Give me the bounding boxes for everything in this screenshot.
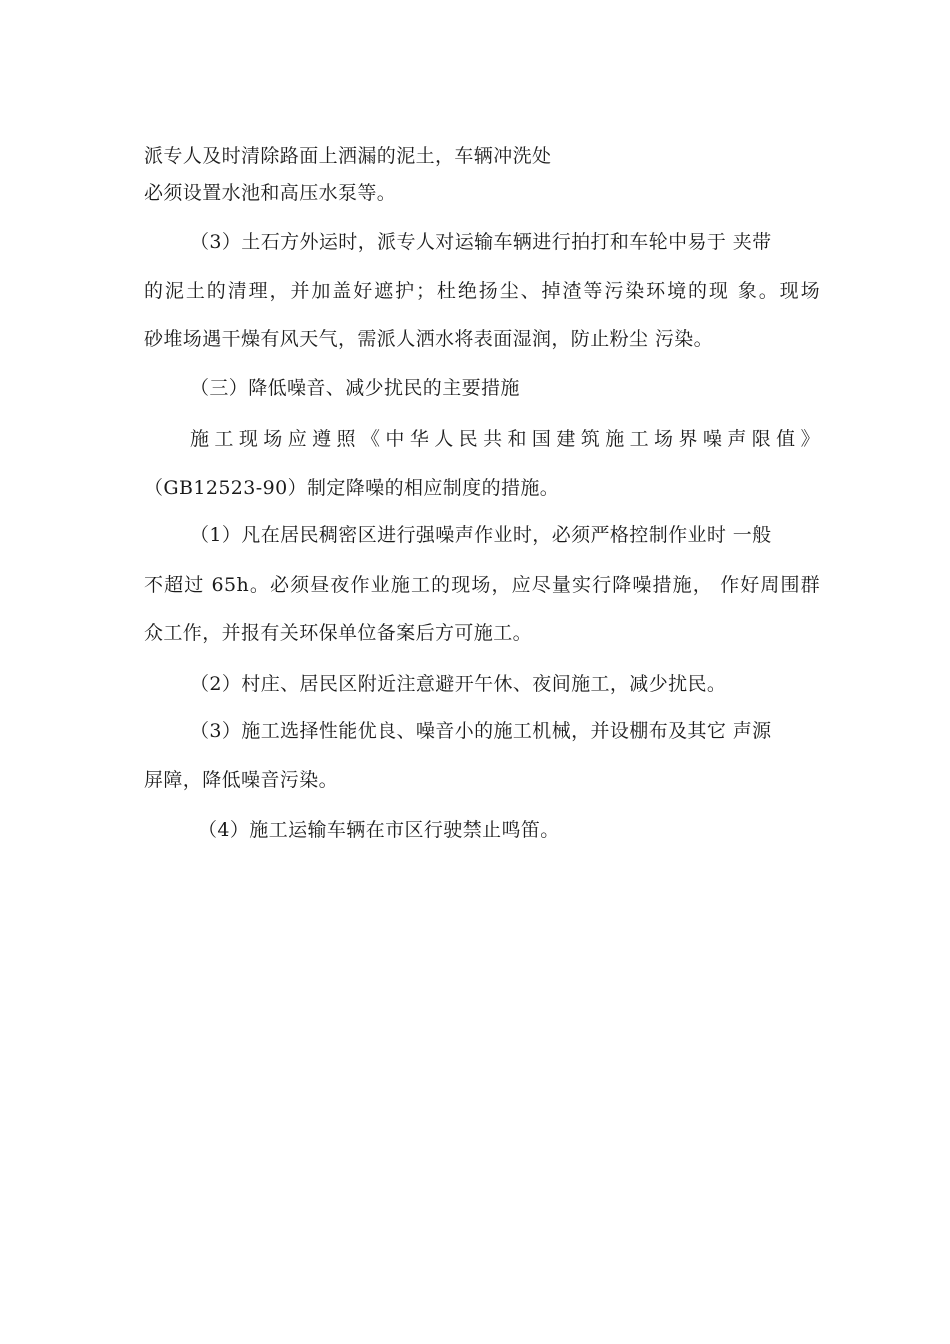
paragraph-line: 施工现场应遵照《中华人民共和国建筑施工场界噪声限值》 (190, 428, 820, 450)
paragraph-line: 派专人及时清除路面上洒漏的泥土，车辆冲洗处 (144, 145, 552, 167)
paragraph-line: （1）凡在居民稠密区进行强噪声作业时，必须严格控制作业时 一般 (190, 524, 772, 546)
paragraph-line: 砂堆场遇干燥有风天气，需派人洒水将表面湿润，防止粉尘 污染。 (144, 328, 714, 350)
paragraph-line: 的泥土的清理，并加盖好遮护；杜绝扬尘、掉渣等污染环境的现 象。现场 (144, 280, 820, 302)
paragraph-line: （3）土石方外运时，派专人对运输车辆进行拍打和车轮中易于 夹带 (190, 231, 772, 253)
paragraph-line: 不超过 65h。必须昼夜作业施工的现场，应尽量实行降噪措施， 作好周围群 (144, 574, 820, 596)
section-heading: （三）降低噪音、减少扰民的主要措施 (190, 377, 520, 399)
paragraph-line: 众工作，并报有关环保单位备案后方可施工。 (144, 622, 533, 644)
paragraph-line: （4）施工运输车辆在市区行驶禁止鸣笛。 (198, 819, 560, 841)
paragraph-line: 屏障，降低噪音污染。 (144, 769, 339, 791)
paragraph-line: （GB12523-90）制定降噪的相应制度的措施。 (144, 477, 560, 499)
paragraph-line: （3）施工选择性能优良、噪音小的施工机械，并设棚布及其它 声源 (190, 720, 772, 742)
paragraph-line: （2）村庄、居民区附近注意避开午休、夜间施工，减少扰民。 (190, 673, 727, 695)
paragraph-line: 必须设置水池和高压水泵等。 (144, 182, 397, 204)
